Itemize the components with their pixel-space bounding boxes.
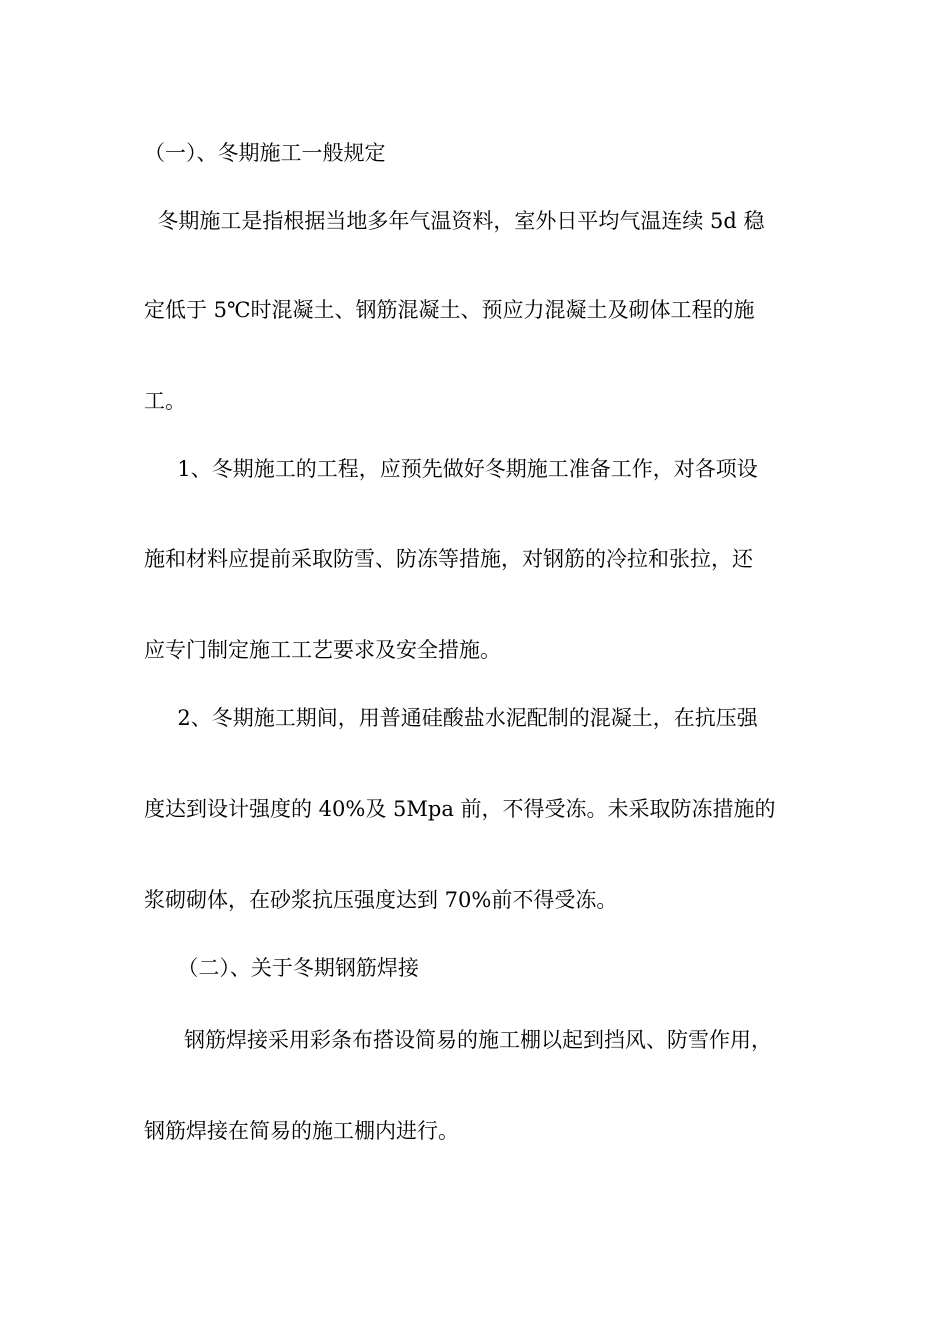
paragraph-line: 施和材料应提前采取防雪、防冻等措施，对钢筋的冷拉和张拉，还: [144, 547, 753, 571]
paragraph-line: 1、冬期施工的工程，应预先做好冬期施工准备工作，对各项设: [144, 457, 758, 481]
paragraph-line: 应专门制定施工工艺要求及安全措施。: [144, 638, 501, 662]
paragraph-line: 2、冬期施工期间，用普通硅酸盐水泥配制的混凝土，在抗压强: [144, 706, 758, 730]
paragraph-line: 钢筋焊接在简易的施工棚内进行。: [144, 1119, 459, 1143]
paragraph-line: 工。: [144, 389, 186, 413]
section-heading-2: （二）、关于冬期钢筋焊接: [144, 956, 419, 980]
paragraph-line: 定低于 5℃时混凝土、钢筋混凝土、预应力混凝土及砌体工程的施: [144, 298, 755, 322]
paragraph-line: 冬期施工是指根据当地多年气温资料，室外日平均气温连续 5d 稳: [144, 209, 765, 233]
section-heading-1: （一）、冬期施工一般规定: [144, 141, 386, 165]
paragraph-line: 度达到设计强度的 40%及 5Mpa 前，不得受冻。未采取防冻措施的: [144, 797, 776, 821]
paragraph-line: 浆砌砌体，在砂浆抗压强度达到 70%前不得受冻。: [144, 888, 618, 912]
paragraph-line: 钢筋焊接采用彩条布搭设简易的施工棚以起到挡风、防雪作用，: [144, 1028, 773, 1052]
